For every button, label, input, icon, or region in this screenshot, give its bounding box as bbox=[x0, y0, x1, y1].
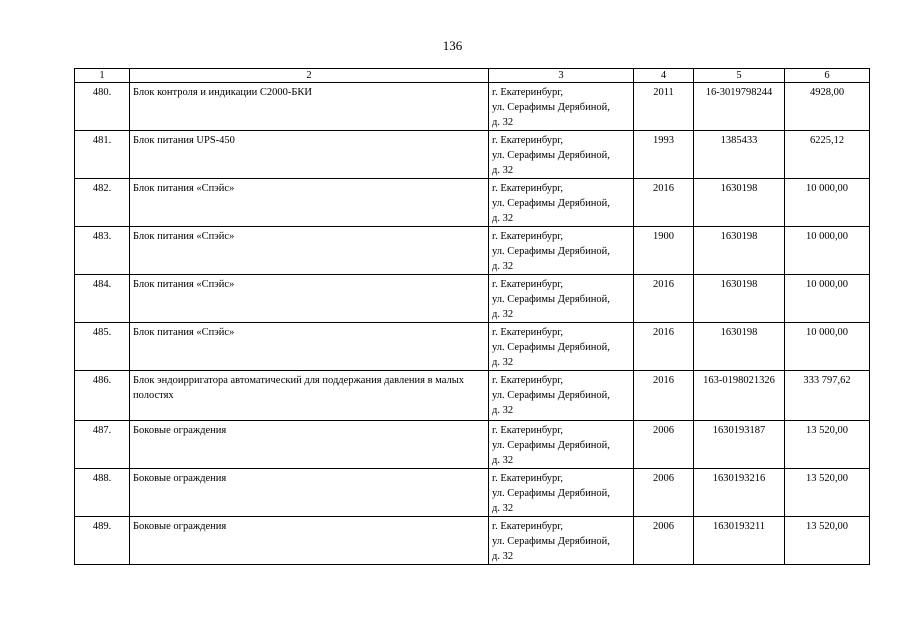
item-cost: 333 797,62 bbox=[785, 371, 870, 421]
inventory-number: 1630198 bbox=[694, 179, 785, 227]
address-city: г. Екатеринбург, bbox=[492, 375, 564, 386]
item-name: Блок питания «Спэйс» bbox=[130, 227, 489, 275]
inventory-number: 1630193187 bbox=[694, 421, 785, 469]
address-house: д. 32 bbox=[492, 455, 514, 466]
item-cost: 10 000,00 bbox=[785, 275, 870, 323]
address-house: д. 32 bbox=[492, 165, 514, 176]
table-row bbox=[75, 275, 870, 323]
address-house: д. 32 bbox=[492, 551, 514, 562]
table-row bbox=[75, 469, 870, 517]
item-name: Боковые ограждения bbox=[130, 517, 489, 565]
row-number: 483. bbox=[75, 227, 130, 275]
address-street: ул. Серафимы Дерябиной, bbox=[492, 246, 610, 257]
item-year: 1993 bbox=[634, 131, 694, 179]
inventory-number: 1385433 bbox=[694, 131, 785, 179]
item-cost: 10 000,00 bbox=[785, 323, 870, 371]
item-cost: 6225,12 bbox=[785, 131, 870, 179]
address-street: ул. Серафимы Дерябиной, bbox=[492, 150, 610, 161]
row-number: 485. bbox=[75, 323, 130, 371]
column-header-address: 3 bbox=[489, 69, 634, 83]
item-year: 2011 bbox=[634, 83, 694, 131]
item-year: 1900 bbox=[634, 227, 694, 275]
row-number: 484. bbox=[75, 275, 130, 323]
address-city: г. Екатеринбург, bbox=[492, 87, 564, 98]
item-address bbox=[489, 131, 634, 179]
address-city: г. Екатеринбург, bbox=[492, 231, 564, 242]
address-house: д. 32 bbox=[492, 213, 514, 224]
row-number: 482. bbox=[75, 179, 130, 227]
item-address bbox=[489, 179, 634, 227]
page-number: 136 bbox=[442, 38, 463, 53]
table-row bbox=[75, 179, 870, 227]
table-row bbox=[75, 83, 870, 131]
table-row bbox=[75, 371, 870, 421]
column-header-inventory: 5 bbox=[694, 69, 785, 83]
item-address bbox=[489, 323, 634, 371]
address-street: ул. Серафимы Дерябиной, bbox=[492, 294, 610, 305]
inventory-number: 163-0198021326 bbox=[694, 371, 785, 421]
column-header-number: 1 bbox=[75, 69, 130, 83]
item-name: Блок питания UPS-450 bbox=[130, 131, 489, 179]
item-cost: 13 520,00 bbox=[785, 469, 870, 517]
address-house: д. 32 bbox=[492, 117, 514, 128]
item-name: Блок питания «Спэйс» bbox=[130, 275, 489, 323]
table-row bbox=[75, 517, 870, 565]
item-year: 2006 bbox=[634, 421, 694, 469]
row-number: 480. bbox=[75, 83, 130, 131]
item-name: Блок питания «Спэйс» bbox=[130, 179, 489, 227]
column-header-name: 2 bbox=[130, 69, 489, 83]
item-address bbox=[489, 83, 634, 131]
item-year: 2016 bbox=[634, 371, 694, 421]
item-cost: 4928,00 bbox=[785, 83, 870, 131]
address-city: г. Екатеринбург, bbox=[492, 327, 564, 338]
address-street: ул. Серафимы Дерябиной, bbox=[492, 198, 610, 209]
address-street: ул. Серафимы Дерябиной, bbox=[492, 488, 610, 499]
row-number: 487. bbox=[75, 421, 130, 469]
inventory-number: 16-3019798244 bbox=[694, 83, 785, 131]
item-address bbox=[489, 469, 634, 517]
item-year: 2016 bbox=[634, 179, 694, 227]
column-header-cost: 6 bbox=[785, 69, 870, 83]
item-year: 2016 bbox=[634, 323, 694, 371]
row-number: 486. bbox=[75, 371, 130, 421]
address-city: г. Екатеринбург, bbox=[492, 521, 564, 532]
item-cost: 10 000,00 bbox=[785, 227, 870, 275]
inventory-number: 1630198 bbox=[694, 227, 785, 275]
property-register-table bbox=[74, 68, 870, 565]
address-city: г. Екатеринбург, bbox=[492, 135, 564, 146]
address-street: ул. Серафимы Дерябиной, bbox=[492, 342, 610, 353]
address-house: д. 32 bbox=[492, 405, 514, 416]
address-house: д. 32 bbox=[492, 357, 514, 368]
address-street: ул. Серафимы Дерябиной, bbox=[492, 390, 610, 401]
item-address bbox=[489, 275, 634, 323]
item-address bbox=[489, 421, 634, 469]
item-cost: 13 520,00 bbox=[785, 517, 870, 565]
inventory-number: 1630198 bbox=[694, 323, 785, 371]
column-header-year: 4 bbox=[634, 69, 694, 83]
item-name: Блок питания «Спэйс» bbox=[130, 323, 489, 371]
item-name: Блок эндоирригатора автоматический для поддержания давления в малых полостях bbox=[130, 371, 489, 421]
row-number: 489. bbox=[75, 517, 130, 565]
item-name: Боковые ограждения bbox=[130, 469, 489, 517]
item-name: Блок контроля и индикации С2000-БКИ bbox=[130, 83, 489, 131]
item-address bbox=[489, 371, 634, 421]
address-city: г. Екатеринбург, bbox=[492, 279, 564, 290]
address-street: ул. Серафимы Дерябиной, bbox=[492, 102, 610, 113]
item-cost: 13 520,00 bbox=[785, 421, 870, 469]
address-house: д. 32 bbox=[492, 309, 514, 320]
address-street: ул. Серафимы Дерябиной, bbox=[492, 440, 610, 451]
item-year: 2016 bbox=[634, 275, 694, 323]
address-city: г. Екатеринбург, bbox=[492, 183, 564, 194]
inventory-number: 1630198 bbox=[694, 275, 785, 323]
row-number: 488. bbox=[75, 469, 130, 517]
item-name: Боковые ограждения bbox=[130, 421, 489, 469]
table-row bbox=[75, 131, 870, 179]
item-address bbox=[489, 517, 634, 565]
table-row bbox=[75, 227, 870, 275]
address-house: д. 32 bbox=[492, 503, 514, 514]
address-city: г. Екатеринбург, bbox=[492, 425, 564, 436]
item-year: 2006 bbox=[634, 517, 694, 565]
address-street: ул. Серафимы Дерябиной, bbox=[492, 536, 610, 547]
table-header-row bbox=[75, 69, 870, 83]
table-row bbox=[75, 323, 870, 371]
inventory-number: 1630193216 bbox=[694, 469, 785, 517]
table-row bbox=[75, 421, 870, 469]
item-cost: 10 000,00 bbox=[785, 179, 870, 227]
address-city: г. Екатеринбург, bbox=[492, 473, 564, 484]
item-year: 2006 bbox=[634, 469, 694, 517]
inventory-number: 1630193211 bbox=[694, 517, 785, 565]
row-number: 481. bbox=[75, 131, 130, 179]
item-address bbox=[489, 227, 634, 275]
address-house: д. 32 bbox=[492, 261, 514, 272]
